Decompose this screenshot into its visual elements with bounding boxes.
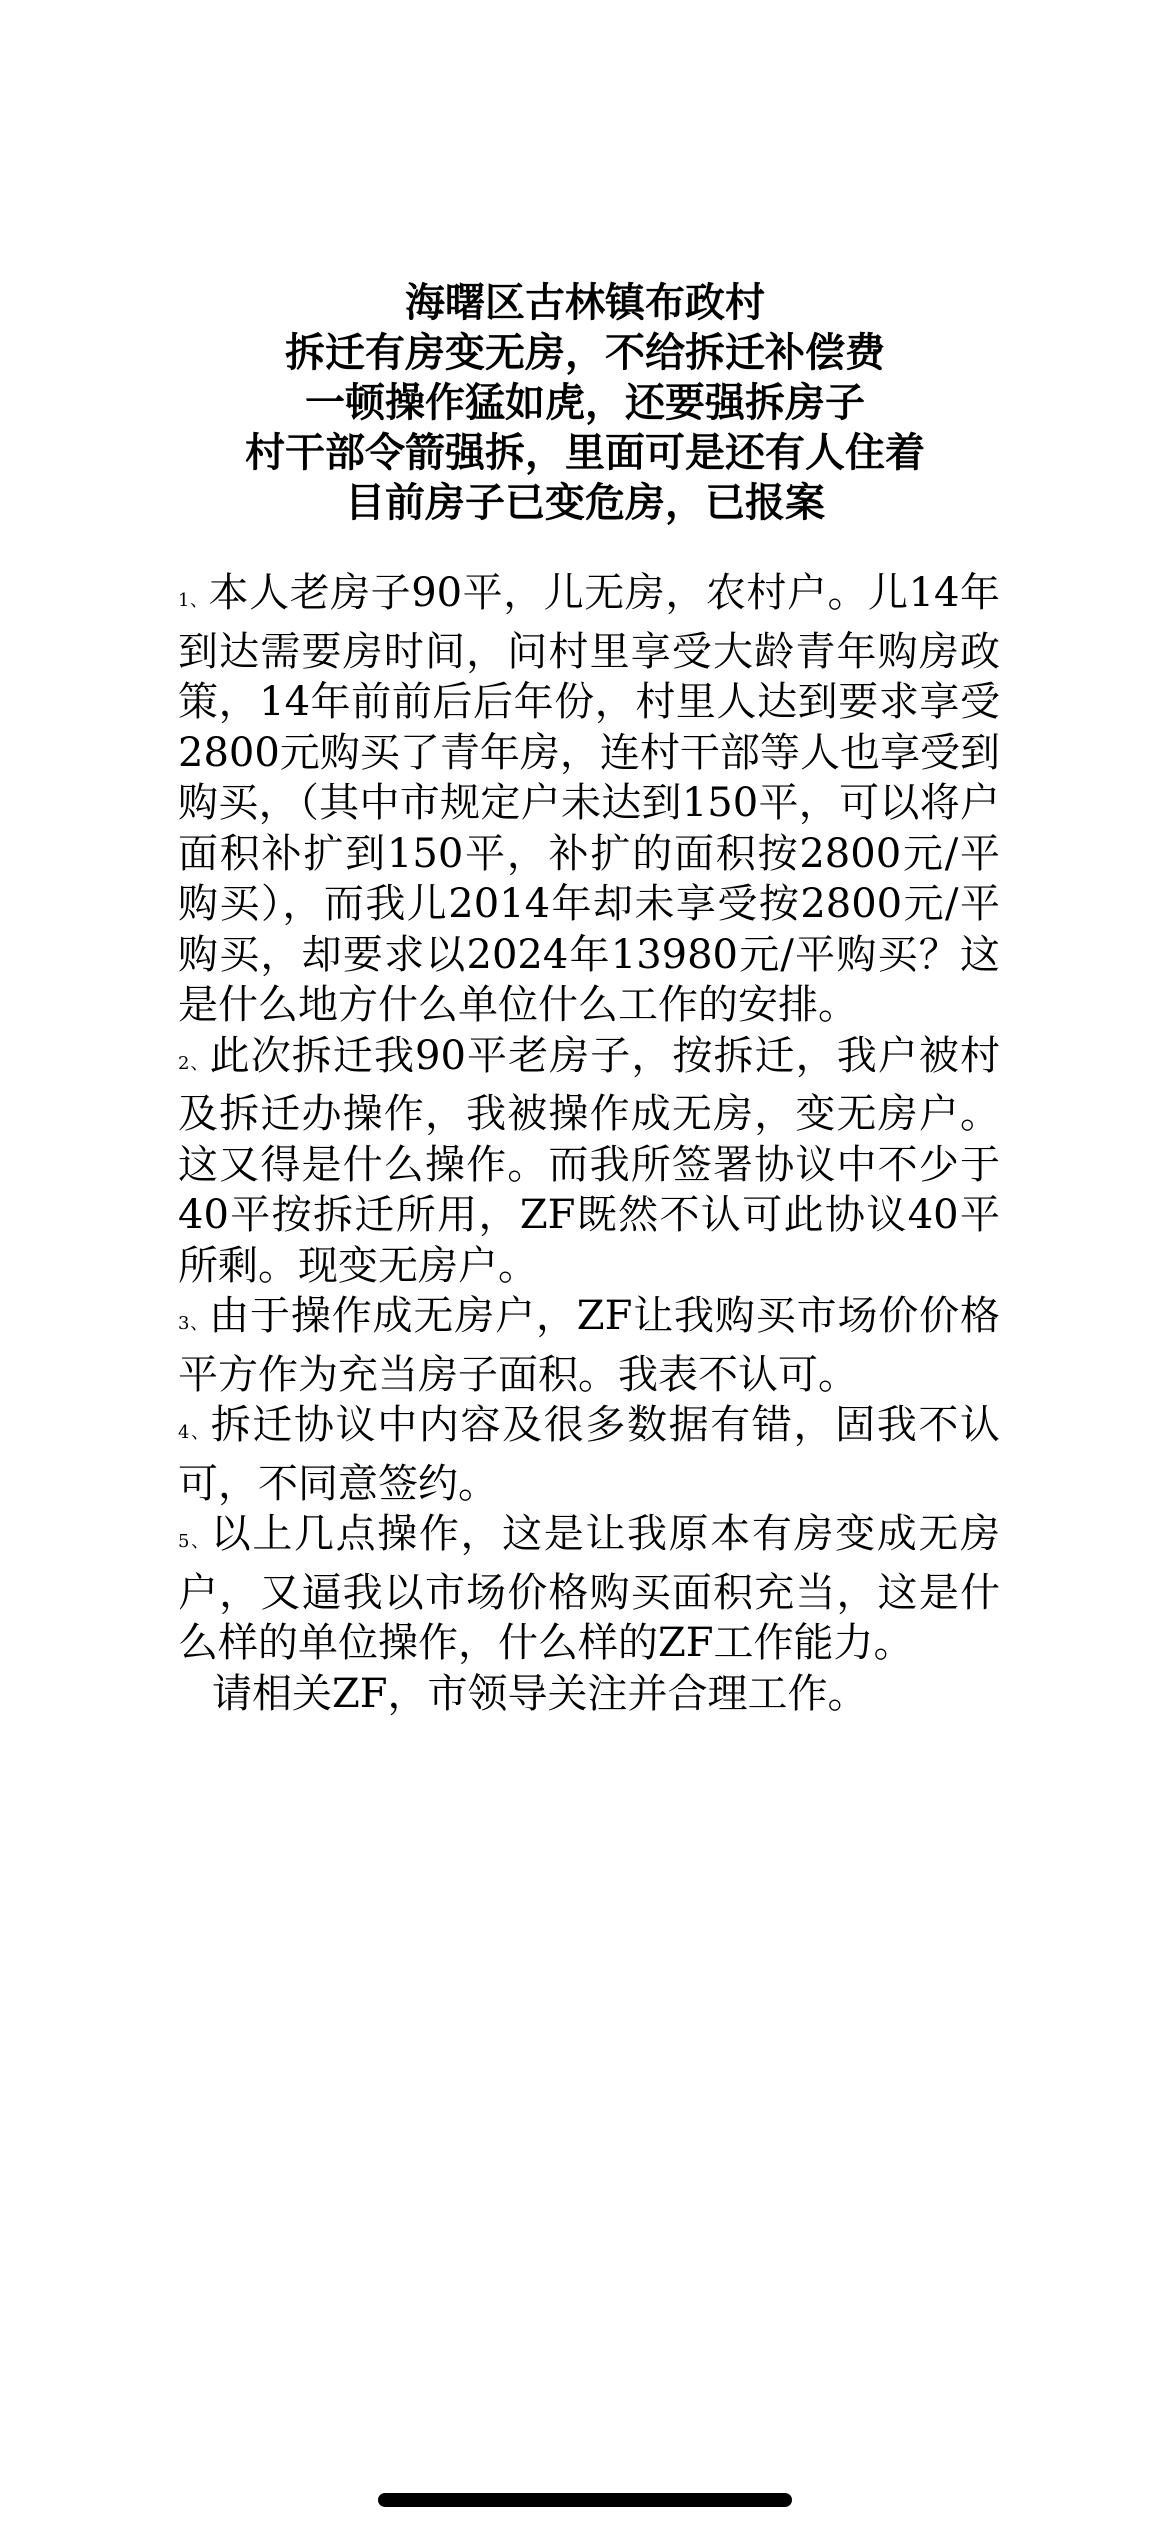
home-indicator[interactable] bbox=[378, 2493, 792, 2507]
paragraph-1 bbox=[178, 568, 1000, 1031]
title-line-1: 海曙区古林镇布政村 bbox=[405, 280, 765, 326]
title-line-5: 目前房子已变危房，已报案 bbox=[345, 480, 825, 526]
closing-line: 请相关ZF，市领导关注并合理工作。 bbox=[212, 1670, 868, 1717]
paragraph-text: 此次拆迁我90平老房子，按拆迁，我户被村及拆迁办操作，我被操作成无房，变无房户。这又得是什么操作。而我所签署协议中不少于40平按拆迁所用，ZF既然不认可此协议40平所剩。现变无房户。 bbox=[178, 1032, 1000, 1289]
title-line-2: 拆迁有房变无房，不给拆迁补偿费 bbox=[285, 330, 885, 376]
paragraph-text: 本人老房子90平，儿无房，农村户。儿14年到达需要房时间，问村里享受大龄青年购房政策，14年前前后后年份，村里人达到要求享受2800元购买了青年房，连村干部等人也享受到购买，（其中市规定户未达到150平，可以将户面积补扩到150平，补扩的面积按2800元/平购买），而我儿2014年却未享受按2800元/平购买，却要求以2024年13980元/平购买？这是什么地方什么单位什么工作的安排。 bbox=[178, 570, 1001, 1028]
paragraph-number: 1、 bbox=[178, 590, 209, 611]
paragraph-2 bbox=[178, 1031, 1000, 1292]
paragraph-3 bbox=[178, 1291, 1000, 1400]
paragraph-number: 4、 bbox=[178, 1422, 211, 1443]
paragraph-5 bbox=[178, 1509, 1000, 1669]
paragraph-4 bbox=[178, 1400, 1000, 1509]
paragraph-number: 3、 bbox=[178, 1313, 210, 1334]
paragraph-text: 拆迁协议中内容及很多数据有错，固我不认可，不同意签约。 bbox=[178, 1402, 1001, 1507]
title-line-3: 一顿操作猛如虎，还要强拆房子 bbox=[305, 380, 865, 426]
paragraph-number: 5、 bbox=[178, 1531, 211, 1552]
paragraph-number: 2、 bbox=[178, 1052, 210, 1074]
title-line-4: 村干部令箭强拆，里面可是还有人住着 bbox=[245, 430, 925, 476]
paragraph-text: 以上几点操作，这是让我原本有房变成无房户，又逼我以市场价格购买面积充当，这是什么样的单位操作，什么样的ZF工作能力。 bbox=[178, 1511, 1001, 1666]
document-body bbox=[178, 568, 1000, 1719]
paragraph-text: 由于操作成无房户，ZF让我购买市场价价格平方作为充当房子面积。我表不认可。 bbox=[178, 1293, 1001, 1398]
document-title bbox=[0, 278, 1170, 528]
